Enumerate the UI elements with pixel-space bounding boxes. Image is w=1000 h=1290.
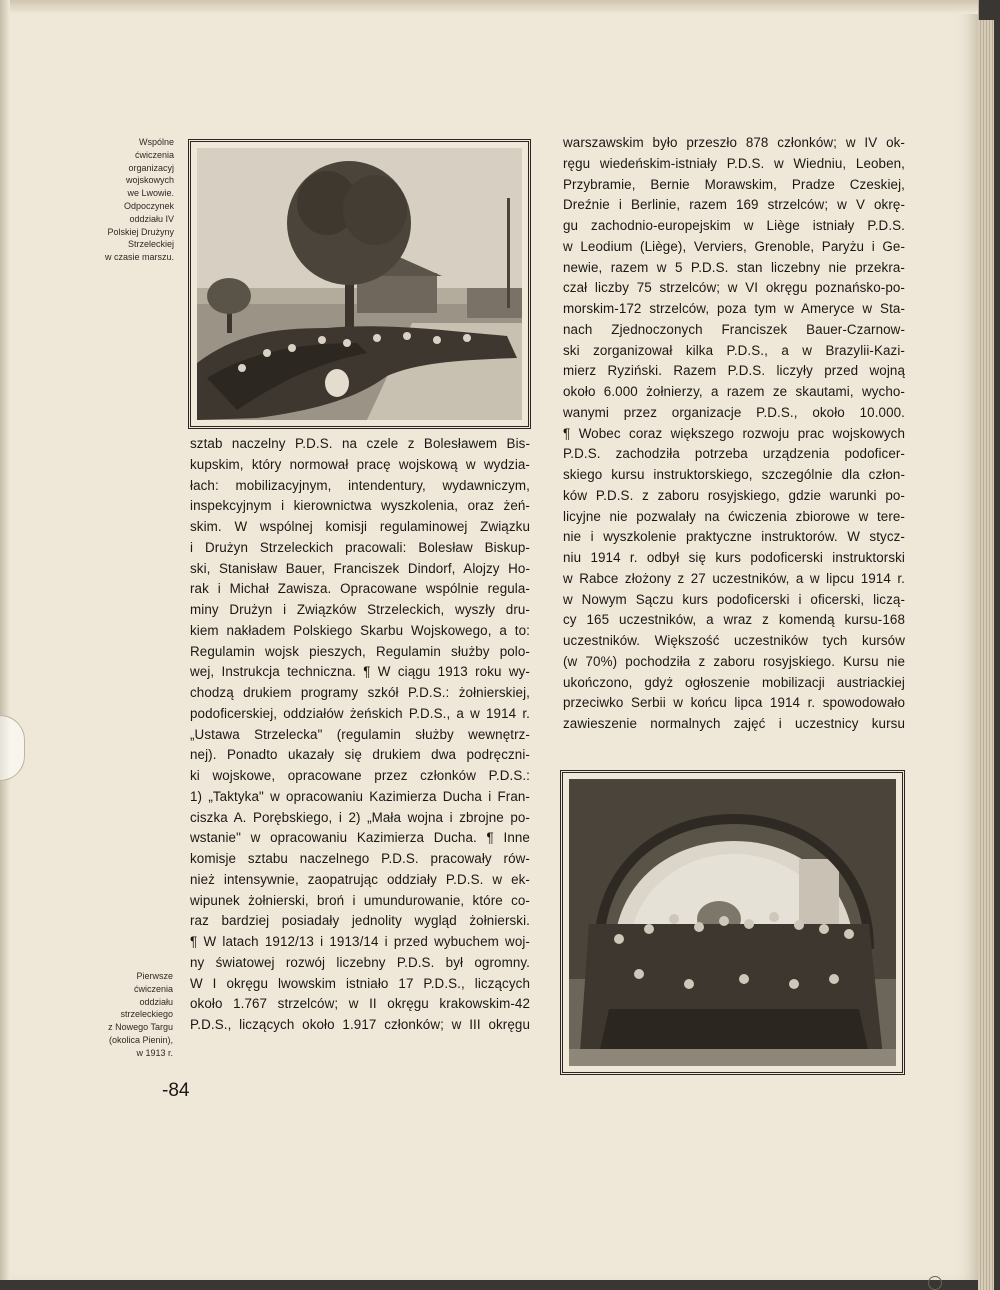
text-line: wstanie" w opracowaniu Kazimierza Ducha. ¶ Inne <box>190 830 530 846</box>
text-line: „Ustawa Strzelecka" (regulamin służby wewnętrz- <box>190 726 530 742</box>
text-line: uczestników. Większość uczestników tych kursów <box>563 633 905 648</box>
caption-line: z Nowego Targu <box>108 1022 173 1033</box>
text-line: warszawskim było przeszło 878 członków; w IV ok- <box>563 135 905 150</box>
caption-line: oddziału <box>139 996 173 1007</box>
photo-soldiers-resting-image <box>197 148 522 420</box>
text-column-right <box>563 133 905 735</box>
text-line: około 1.767 strzelców; w II okręgu krakowskim-42 <box>190 996 530 1012</box>
text-line: ski, Stanisław Bauer, Franciszek Dindorf, Alojzy Ho- <box>190 560 530 576</box>
text-line: przeciwko Serbii w końcu lipca 1914 r. spowodowało <box>563 695 905 711</box>
photo-soldiers-resting <box>188 139 531 429</box>
text-line: raz bardziej posiadały jednolity wygląd żołnierski. <box>190 913 530 929</box>
photo-riflemen-arch <box>560 770 905 1075</box>
text-line: ski zorganizował kilka P.D.S., a w Brazylii-Kazi- <box>563 342 905 358</box>
text-line: nież intensywnie, zaopatrując oddziały P.D.S. w ek- <box>190 871 530 887</box>
page-top-edge <box>0 0 978 14</box>
caption-line: oddziału IV <box>129 213 174 224</box>
text-line: inspekcyjnym i kierownictwa wyszkolenia, oraz żeń- <box>190 498 530 514</box>
caption-photo-1 <box>104 136 174 264</box>
text-line: P.D.S., liczących około 1.917 członków; w III okręgu <box>190 1017 530 1032</box>
text-line: w Rabce złożony z 27 uczestników, a w lipcu 1914 r. <box>563 570 905 586</box>
text-column-left <box>190 434 530 1036</box>
text-line: Dreźnie i Berlinie, razem 169 strzelców; w V okrę- <box>563 197 905 213</box>
caption-line: wojskowych <box>125 175 174 186</box>
text-line: czał liczby 75 strzelców; w VI okręgu poznańsko-po- <box>563 280 905 296</box>
text-line: i Drużyn Strzeleckich pracowali: Bolesław Biskup- <box>190 539 530 555</box>
caption-line: Odpoczynek <box>123 200 174 211</box>
text-line: mierz Ryziński. Razem P.D.S. liczyły przed wojną <box>563 363 905 379</box>
text-line: kupskim, który normował pracę wojskową w wydzia- <box>190 456 530 472</box>
text-line: rak i Michał Zawisza. Opracowane wspólnie regula- <box>190 581 530 597</box>
caption-line: we Lwowie. <box>127 188 174 199</box>
text-line: niu 1914 r. odbył się kurs podoficerski instruktorski <box>563 550 905 565</box>
text-line: skim. W wspólnej komisji regulaminowej Związku <box>190 519 530 534</box>
text-line: ków P.D.S. z zaboru rosyjskiego, gdzie warunki po- <box>563 487 905 503</box>
text-line: zawieszenie normalnych zajęć i uczestnicy kursu <box>563 716 905 731</box>
text-line: łach: mobilizacyjnym, intendentury, wydawniczym, <box>190 477 530 493</box>
photo-riflemen-arch-image <box>569 779 896 1066</box>
text-line: nie i wyszkolenie praktyczne instruktorów. W stycz- <box>563 529 905 545</box>
caption-line: w czasie marszu. <box>104 252 174 263</box>
page-clip <box>0 715 25 781</box>
text-line: licyjne nie pozwalały na ćwiczenia zbiorowe w tere- <box>563 508 905 524</box>
caption-line: Wspólne <box>138 137 174 147</box>
text-line: ¶ Wobec coraz większego rozwoju prac wojskowych <box>563 425 905 441</box>
caption-line: organizacyj <box>128 162 174 173</box>
text-line: ukończono, gdyż ogłoszenie mobilizacji austriackiej <box>563 674 905 690</box>
text-line: około 6.000 żołnierzy, a razem ze skautami, wycho- <box>563 384 905 399</box>
text-line: 1) „Taktyka" w opracowaniu Kazimierza Ducha i Fran- <box>190 788 530 804</box>
text-line: (w 70%) pochodziła z zaboru rosyjskiego. Kursu nie <box>563 653 905 669</box>
text-line: cy 165 uczestników, a wraz z komendą kursu-168 <box>563 612 905 628</box>
caption-line: Strzeleckiej <box>127 239 174 250</box>
text-line: w Leodium (Liège), Verviers, Grenoble, Paryżu i Ge- <box>563 238 905 254</box>
text-line: miny Drużyn i Związków Strzeleckich, wyszły dru- <box>190 602 530 617</box>
binding-shadow <box>0 0 10 1280</box>
page-number: -84 <box>162 1080 190 1101</box>
caption-line: ćwiczenia <box>134 149 174 160</box>
text-line: ¶ W latach 1912/13 i 1913/14 i przed wybuchem woj- <box>190 934 530 949</box>
caption-line: ćwiczenia <box>133 983 173 994</box>
text-line: nach Zjednoczonych Franciszek Bauer-Czarnow- <box>563 321 905 337</box>
text-line: sztab naczelny P.D.S. na czele z Bolesławem Bis- <box>190 436 530 451</box>
text-line: Przybramie, Bernie Morawskim, Pradze Czeskiej, <box>563 176 905 192</box>
text-line: ny światowej rozwój liczebny P.D.S. był ogromny. <box>190 954 530 970</box>
text-line: gu zachodnio-europejskim w Liège istniały P.D.S. <box>563 218 905 233</box>
text-line: w Nowym Sączu kurs podoficerski i oficerski, liczą- <box>563 591 905 607</box>
text-line: nej). Ponadto ukazały się drukiem dwa podręczni- <box>190 747 530 763</box>
text-line: chodzą drukiem programy szkół P.D.S.: żołnierskiej, <box>190 685 530 700</box>
caption-line: Pierwsze <box>136 971 173 981</box>
caption-line: strzeleckiego <box>120 1009 173 1020</box>
text-line: kiem nakładem Polskiego Skarbu Wojskowego, a to: <box>190 622 530 638</box>
text-line: ręgu wiedeńskim-istniały P.D.S. w Wiedniu, Leoben, <box>563 155 905 171</box>
library-stamp <box>928 1276 942 1290</box>
text-line: morskim-172 strzelców, poza tym w Ameryce w Sta- <box>563 301 905 316</box>
text-line: komisje sztabu naczelnego P.D.S. pracowały rów- <box>190 851 530 866</box>
text-line: P.D.S. zachodziła potrzeba urządzenia podoficer- <box>563 446 905 462</box>
text-line: ciszka A. Porębskiego, i 2) „Mała wojna i zbrojne po- <box>190 809 530 825</box>
text-line: wanymi przez organizacje P.D.S., około 10.000. <box>563 404 905 420</box>
text-line: Regulamin wojsk pieszych, Regulamin służby polo- <box>190 643 530 659</box>
book-page-edges <box>978 20 994 1290</box>
text-line: wej, Instrukcja techniczna. ¶ W ciągu 1913 roku wy- <box>190 664 530 680</box>
text-line: podoficerskiej, oddziałów żeńskich P.D.S., a w 1914 r. <box>190 705 530 721</box>
caption-line: (okolica Pienin), <box>108 1034 173 1045</box>
text-line: wipunek żołnierski, broń i umundurowanie, które co- <box>190 892 530 908</box>
caption-line: w 1913 r. <box>136 1047 173 1058</box>
text-line: W I okręgu lwowskim istniało 17 P.D.S., liczących <box>190 975 530 991</box>
text-line: ki wojskowe, opracowane przez członków P.D.S.: <box>190 768 530 783</box>
text-line: newie, razem w 5 P.D.S. stan liczebny nie przekra- <box>563 259 905 275</box>
text-line: skiego kursu instruktorskiego, szczególnie dla człon- <box>563 467 905 482</box>
caption-photo-2 <box>80 970 173 1060</box>
caption-line: Polskiej Drużyny <box>107 226 174 237</box>
